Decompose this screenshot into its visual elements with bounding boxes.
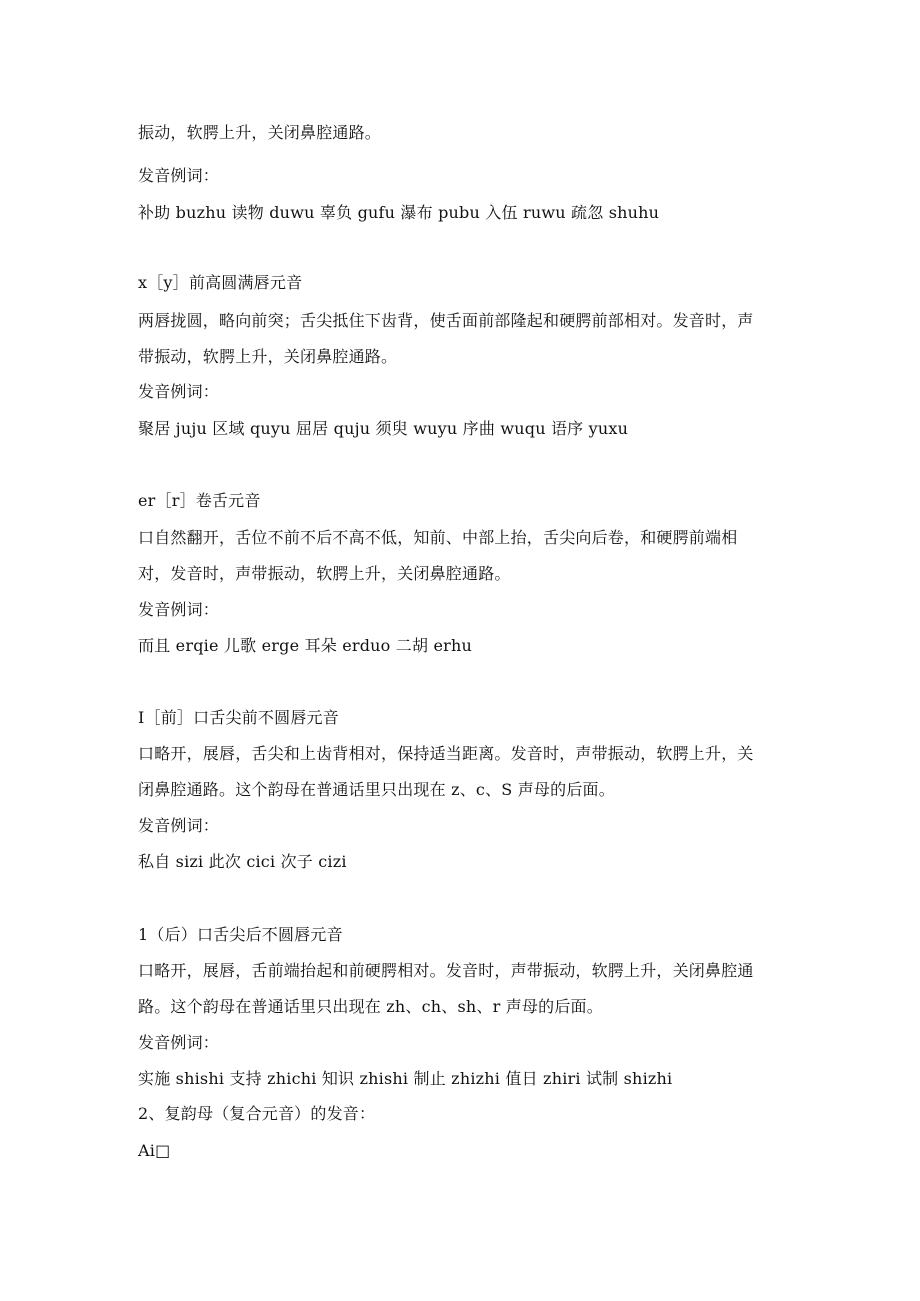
section-1-examples-label: 发音例词： xyxy=(138,382,220,401)
section-3-examples: 私自 sizi 此次 cici 次子 cizi xyxy=(138,852,347,871)
section-2-examples-label: 发音例词： xyxy=(138,600,220,619)
section-1-examples: 聚居 juju 区域 quyu 屈居 quju 须臾 wuyu 序曲 wuqu 语序 yuxu xyxy=(138,419,629,438)
section-1-desc-line-1: 两唇拢圆，略向前突；舌尖抵住下齿背，使舌面前部隆起和硬腭前部相对。发音时，声 xyxy=(138,311,754,330)
section-3-desc-line-1: 口略开，展唇，舌尖和上齿背相对，保持适当距离。发音时，声带振动，软腭上升，关 xyxy=(138,744,754,763)
section-2-desc-line-1: 口自然翻开，舌位不前不后不高不低，知前、中部上抬，舌尖向后卷，和硬腭前端相 xyxy=(138,528,738,547)
section-4-desc-line-2: 路。这个韵母在普通话里只出现在 zh、ch、sh、r 声母的后面。 xyxy=(138,997,603,1016)
section-1-desc-line-2: 带振动，软腭上升，关闭鼻腔通路。 xyxy=(138,347,398,366)
section-2-desc-line-2: 对，发音时，声带振动，软腭上升，关闭鼻腔通路。 xyxy=(138,564,511,583)
compound-vowels-heading: 2、复韵母（复合元音）的发音： xyxy=(138,1104,376,1123)
section-2-heading: er［r］卷舌元音 xyxy=(138,491,261,510)
section-3-heading: I［前］口舌尖前不圆唇元音 xyxy=(138,708,339,727)
intro-examples-label: 发音例词： xyxy=(138,166,220,185)
section-4-examples: 实施 shishi 支持 zhichi 知识 zhishi 制止 zhizhi 值日 zhiri 试制 shizhi xyxy=(138,1069,673,1088)
intro-continuation: 振动，软腭上升，关闭鼻腔通路。 xyxy=(138,123,382,142)
intro-examples: 补助 buzhu 读物 duwu 辜负 gufu 瀑布 pubu 入伍 ruwu 疏忽 shuhu xyxy=(138,203,660,222)
last-line: Ai□ xyxy=(138,1141,171,1160)
section-4-desc-line-1: 口略开，展唇，舌前端抬起和前硬腭相对。发音时，声带振动，软腭上升，关闭鼻腔通 xyxy=(138,961,754,980)
section-2-examples: 而且 erqie 儿歌 erge 耳朵 erduo 二胡 erhu xyxy=(138,636,472,655)
section-3-desc-line-2: 闭鼻腔通路。这个韵母在普通话里只出现在 z、c、S 声母的后面。 xyxy=(138,780,615,799)
section-4-examples-label: 发音例词： xyxy=(138,1033,220,1052)
section-4-heading: 1（后）口舌尖后不圆唇元音 xyxy=(138,925,343,944)
section-3-examples-label: 发音例词： xyxy=(138,816,220,835)
section-1-heading: x［y］前高圆满唇元音 xyxy=(138,273,303,292)
